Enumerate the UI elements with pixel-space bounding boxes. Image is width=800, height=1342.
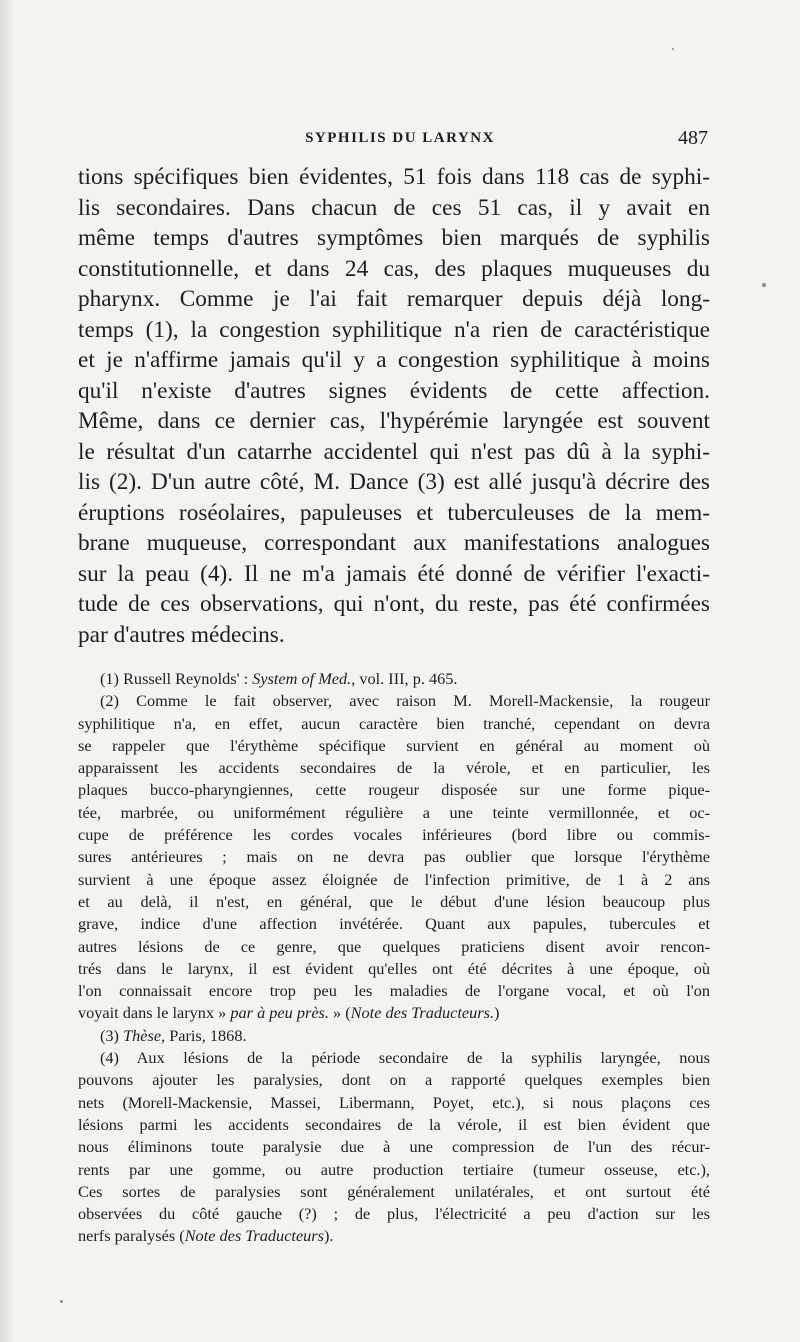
footnote-2-line: et au delà, il n'est, en général, que le début d'une lésion beaucoup plus [78, 891, 710, 911]
footnote-4-line: lésions parmi les accidents secondaires de la vérole, il est bien évident que [78, 1114, 710, 1134]
footnote-text: Russell Reynolds' : [123, 669, 253, 688]
footnote-4-line: Ces sortes de paralysies sont généralement unilatérales, et ont surtout été [78, 1181, 710, 1201]
body-line: le résultat d'un catarrhe accidentel qui n'est pas dû à la syphi- [78, 438, 710, 465]
footnote-1 [78, 668, 710, 690]
footnote-4-last-line [78, 1225, 710, 1247]
footnote-4-line: observées du côté gauche (?) ; de plus, l'électricité a peu d'action sur les [78, 1204, 710, 1224]
footnote-2-line: sures antérieures ; mais on ne devra pas oublier que lorsque l'érythème [78, 847, 710, 867]
footnote-2-line: cupe de préférence les cordes vocales inférieures (bord libre ou commis- [78, 825, 710, 845]
footnote-2-line: (2) Comme le fait observer, avec raison M. Morell-Mackensie, la rougeur [100, 691, 710, 711]
footnote-text: Paris, 1868. [165, 1025, 247, 1045]
body-line: pharynx. Comme je l'ai fait remarquer depuis déjà long- [78, 286, 710, 312]
footnote-3 [78, 1025, 710, 1047]
main-paragraph [78, 162, 710, 650]
footnote-4-line: (4) Aux lésions de la période secondaire de la syphilis laryngée, nous [100, 1048, 710, 1068]
footnotes [78, 668, 710, 1248]
body-line: sur la peau (4). Il ne m'a jamais été donné de vérifier l'exacti- [78, 560, 710, 587]
footnote-2-line: syphilitique n'a, en effet, aucun caractère bien tranché, cependant on devra [78, 713, 710, 733]
body-line: lis secondaires. Dans chacun de ces 51 cas, il y avait en [78, 194, 710, 221]
footnote-2-line: trés dans le larynx, il est évident qu'elles ont été décrites à une époque, où [78, 958, 710, 978]
body-line: tions spécifiques bien évidentes, 51 fois dans 118 cas de syphi- [78, 164, 710, 190]
body-line: même temps d'autres symptômes bien marqués de syphilis [78, 225, 710, 251]
page-gutter-shadow [0, 0, 14, 1342]
footnote-2-line: grave, indice d'une affection invétérée. Quant aux papules, tubercules et [78, 914, 710, 934]
footnote-text: » ( [328, 1003, 351, 1023]
body-line: constitutionnelle, et dans 24 cas, des plaques muqueuses du [78, 255, 710, 282]
footnote-italic: par à peu près. [230, 1003, 329, 1023]
footnote-4-line: nous éliminons toute paralysie due à une compression de l'un des récur- [78, 1137, 710, 1157]
footnote-4-line: pouvons ajouter les paralysies, dont on a rapporté quelques exemples bien [78, 1070, 710, 1090]
footnote-italic: Note des Traducteurs [184, 1226, 324, 1246]
footnote-2-last-line [78, 1002, 710, 1024]
footnote-2-line: l'on connaissait encore trop peu les maladies de l'organe vocal, et où l'on [78, 981, 710, 1001]
scan-speck [672, 48, 674, 50]
footnote-text: ). [323, 1226, 334, 1246]
footnote-italic: Thèse, [123, 1025, 166, 1045]
footnote-italic: Note des Traducteurs. [350, 1003, 495, 1023]
footnote-2-line: apparaissent les accidents secondaires de la vérole, et en particulier, les [78, 758, 710, 778]
footnote-2-line: plaques bucco-pharyngiennes, cette rougeur disposée sur une forme pique- [78, 780, 710, 800]
body-line: lis (2). D'un autre côté, M. Dance (3) est allé jusqu'à décrire des [78, 469, 710, 495]
footnote-number: (1) [100, 669, 119, 688]
body-line: éruptions roséolaires, papuleuses et tuberculeuses de la mem- [78, 499, 710, 526]
footnote-italic-title: System of Med. [252, 669, 352, 688]
scan-speck [762, 283, 766, 287]
page-header [0, 127, 800, 154]
body-line: brane muqueuse, correspondant aux manifestations analogues [78, 530, 710, 556]
footnote-text: nerfs paralysés ( [78, 1226, 185, 1246]
footnote-text: ) [494, 1003, 500, 1023]
footnote-2-line: survient à une époque assez éloignée de l'infection primitive, de 1 à 2 ans [78, 869, 710, 889]
body-line: par d'autres médecins. [78, 621, 285, 648]
footnote-text: voyait dans le larynx » [78, 1003, 231, 1023]
footnote-2-line: se rappeler que l'érythème spécifique survient en général au moment où [78, 735, 710, 755]
body-line: temps (1), la congestion syphilitique n'a rien de caractéristique [78, 316, 710, 343]
footnote-number: (3) [100, 1025, 119, 1045]
scan-speck [60, 1300, 63, 1303]
footnote-2-line: tée, marbrée, ou uniformément régulière a une teinte vermillonnée, et oc- [78, 802, 710, 822]
body-line: Même, dans ce dernier cas, l'hypérémie laryngée est souvent [78, 408, 710, 434]
footnote-4-line: nets (Morell-Mackensie, Massei, Libermann, Poyet, etc.), si nous plaçons ces [78, 1092, 710, 1112]
footnote-4-line: rents par une gomme, ou autre production tertiaire (tumeur osseuse, etc.), [78, 1159, 710, 1179]
footnote-2-line: autres lésions de ce genre, que quelques praticiens disent avoir rencon- [78, 936, 710, 956]
running-head: SYPHILIS DU LARYNX [305, 130, 495, 146]
footnote-text: , vol. III, p. 465. [351, 669, 458, 688]
body-line: qu'il n'existe d'autres signes évidents de cette affection. [78, 377, 710, 404]
body-line: tude de ces observations, qui n'ont, du reste, pas été confirmées [78, 591, 710, 617]
page-number: 487 [678, 127, 708, 149]
body-line: et je n'affirme jamais qu'il y a congestion syphilitique à moins [78, 347, 710, 373]
